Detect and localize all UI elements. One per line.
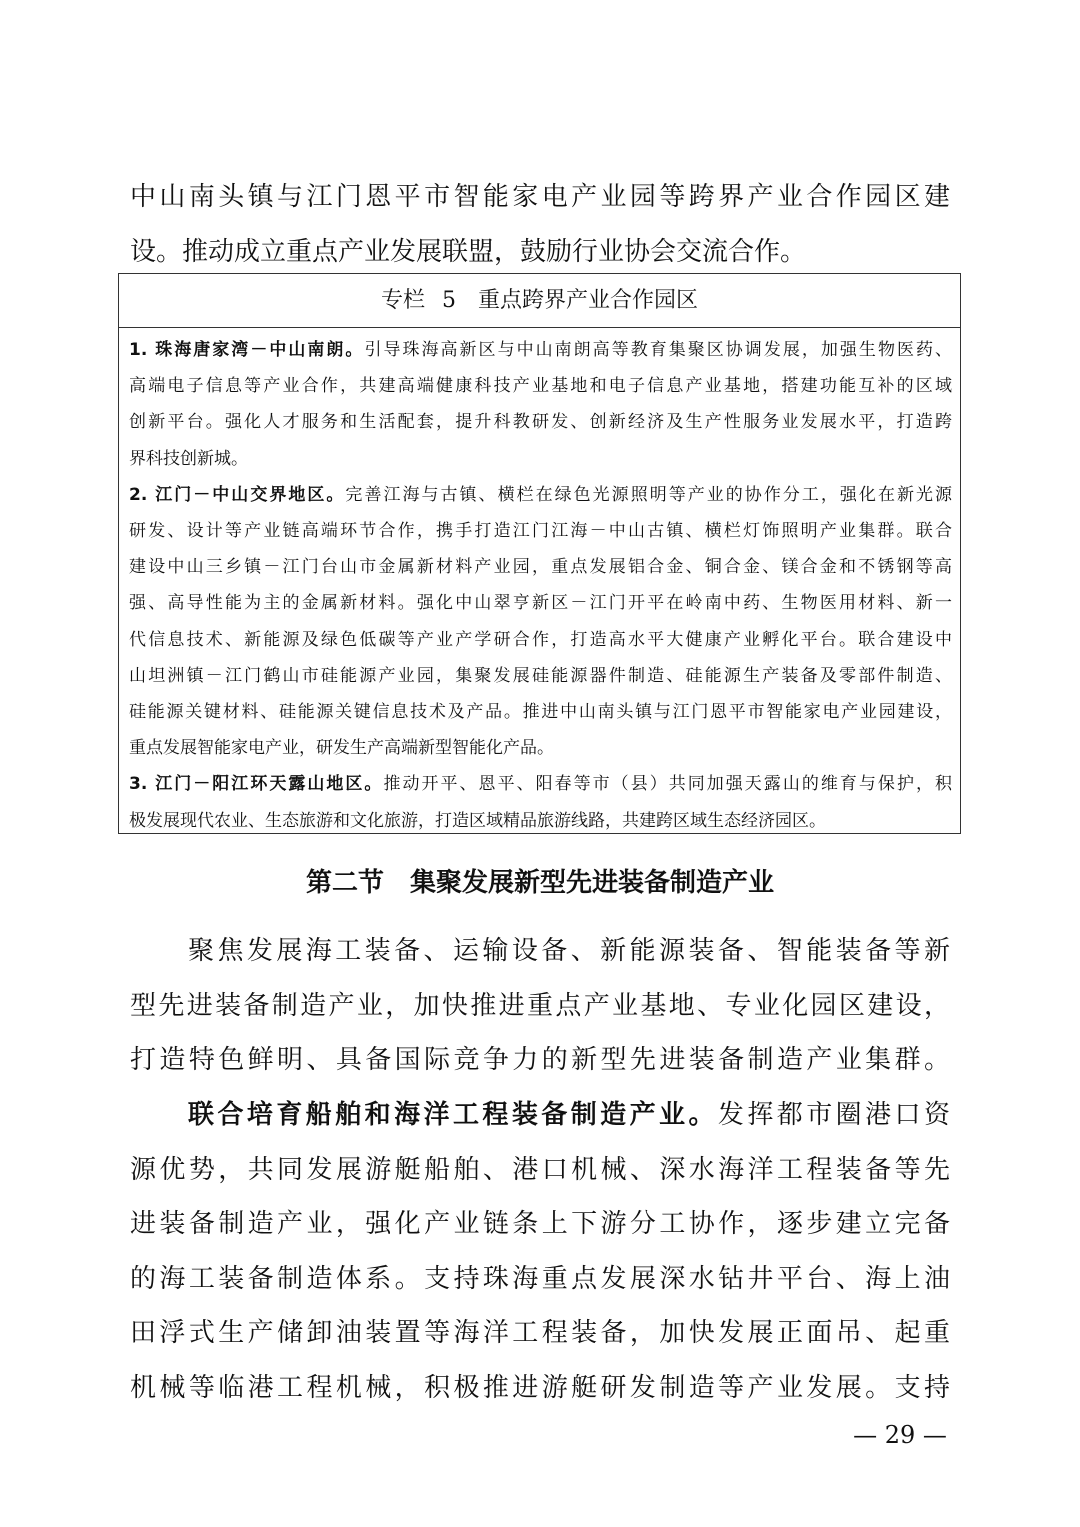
box-item-title: 2. 江门－中山交界地区。 — [129, 484, 346, 505]
paragraph-text: 型先进装备制造产业，加快推进重点产业基地、专业化园区建设， — [130, 990, 950, 1021]
sidebar-box-column-5 — [118, 273, 961, 834]
paragraph-line — [130, 1306, 950, 1360]
paragraph-line — [188, 924, 950, 978]
box-item-text: 推动开平、恩平、阳春等市（县）共同加强天露山的维育与保护，积 — [383, 774, 952, 795]
box-item-line — [129, 513, 952, 549]
box-item-line — [129, 622, 952, 658]
box-item-text: 引导珠海高新区与中山南朗高等教育集聚区协调发展，加强生物医药、 — [364, 340, 952, 360]
section-heading: 第二节 集聚发展新型先进装备制造产业 — [305, 868, 774, 898]
box-item-text: 代信息技术、新能源及绿色低碳等产业产学研合作，打造高水平大健康产业孵化平台。联合建设中 — [129, 629, 952, 650]
paragraph-line — [130, 1033, 950, 1087]
box-item-line — [129, 694, 952, 730]
box-title: 专栏 5 重点跨界产业合作园区 — [119, 274, 960, 328]
box-item-line — [129, 441, 952, 477]
box-item-line — [129, 368, 952, 404]
paragraph-text: 进装备制造产业，强化产业链条上下游分工协作，逐步建立完备 — [130, 1209, 950, 1239]
box-item-line — [129, 332, 952, 368]
box-item-line — [129, 766, 952, 802]
box-item-line — [129, 585, 952, 621]
box-item-text: 重点发展智能家电产业，研发生产高端新型智能化产品。 — [129, 738, 554, 759]
box-item-text: 高端电子信息等产业合作，共建高端健康科技产业基地和电子信息产业基地，搭建功能互补的区域 — [129, 376, 952, 397]
box-item-text: 完善江海与古镇、横栏在绿色光源照明等产业的协作分工，强化在新光源 — [345, 484, 952, 505]
box-item-text: 界科技创新城。 — [129, 448, 248, 469]
paragraph-text: 田浮式生产储卸油装置等海洋工程装备，加快发展正面吊、起重 — [130, 1318, 950, 1348]
paragraph-line — [130, 1252, 950, 1306]
intro-text: 设。推动成立重点产业发展联盟，鼓励行业协会交流合作。 — [130, 236, 807, 267]
box-item-text: 极发展现代农业、生态旅游和文化旅游，打造区域精品旅游线路，共建跨区域生态经济园区。 — [129, 810, 826, 831]
box-item-text: 创新平台。强化人才服务和生活配套，提升科教研发、创新经济及生产性服务业发展水平，打造跨 — [129, 412, 952, 433]
paragraph-line — [130, 979, 950, 1033]
box-item-text: 研发、设计等产业链高端环节合作，携手打造江门江海－中山古镇、横栏灯饰照明产业集群。联合 — [129, 521, 952, 541]
paragraph-line — [130, 1361, 950, 1415]
box-item-line — [129, 730, 952, 766]
box-item-title: 1. 珠海唐家湾－中山南朗。 — [129, 340, 365, 360]
intro-line — [130, 170, 950, 224]
paragraph-text: 聚焦发展海工装备、运输设备、新能源装备、智能装备等新 — [188, 936, 950, 966]
box-item-text: 强、高导性能为主的金属新材料。强化中山翠亨新区－江门开平在岭南中药、生物医用材料、新一 — [129, 593, 952, 614]
intro-text: 中山南头镇与江门恩平市智能家电产业园等跨界产业合作园区建 — [130, 182, 950, 212]
box-item-text: 硅能源关键材料、硅能源关键信息技术及产品。推进中山南头镇与江门恩平市智能家电产业园建设， — [129, 702, 952, 722]
intro-line — [130, 225, 950, 279]
box-item-line — [129, 477, 952, 513]
box-item-text: 建设中山三乡镇－江门台山市金属新材料产业园，重点发展铝合金、铜合金、镁合金和不锈钢等高 — [129, 557, 952, 578]
paragraph-text: 发挥都市圈港口资 — [717, 1100, 950, 1130]
box-item-line — [129, 404, 952, 440]
paragraph-line — [188, 1088, 950, 1142]
paragraph-text: 的海工装备制造体系。支持珠海重点发展深水钻井平台、海上油 — [130, 1263, 950, 1294]
paragraph-lead: 联合培育船舶和海洋工程装备制造产业。 — [188, 1100, 718, 1130]
paragraph-line — [130, 1143, 950, 1197]
box-item-line — [129, 658, 952, 694]
paragraph-line — [130, 1197, 950, 1251]
page-number: — 29 — — [853, 1421, 947, 1449]
box-item-text: 山坦洲镇－江门鹤山市硅能源产业园，集聚发展硅能源器件制造、硅能源生产装备及零部件制造、 — [129, 665, 952, 686]
box-item-title: 3. 江门－阳江环天露山地区。 — [129, 774, 384, 795]
paragraph-text: 源优势，共同发展游艇船舶、港口机械、深水海洋工程装备等先 — [130, 1154, 950, 1185]
box-item-line — [129, 803, 952, 839]
paragraph-text: 打造特色鲜明、具备国际竞争力的新型先进装备制造产业集群。 — [130, 1045, 950, 1075]
box-item-line — [129, 549, 952, 585]
paragraph-text: 机械等临港工程机械，积极推进游艇研发制造等产业发展。支持 — [130, 1372, 950, 1403]
